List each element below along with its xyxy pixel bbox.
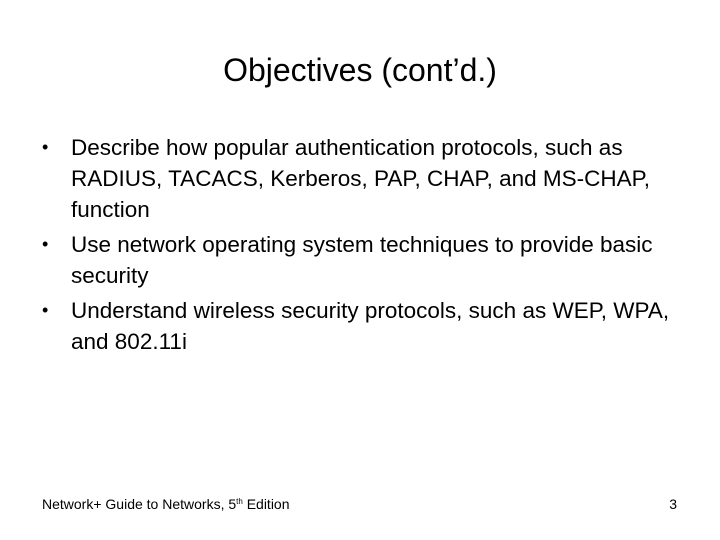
bullet-list [40,132,690,361]
bullet-text: Understand wireless security protocols, such as WEP, WPA, and 802.11i [71,298,670,354]
footer-book-suffix: Edition [242,496,290,512]
bullet-marker: • [42,137,49,157]
footer-book-title [42,494,290,514]
footer-edition-superscript: th [236,497,243,506]
footer-book-prefix: Network+ Guide to Networks, 5 [42,496,237,512]
bullet-marker: • [42,234,49,254]
bullet-text: Describe how popular authentication protocols, such as RADIUS, TACACS, Kerberos, PAP, CHAP, and MS-CHAP, function [71,135,650,222]
page-number: 3 [669,496,677,512]
bullet-marker: • [42,300,49,320]
bullet-item [40,229,690,291]
bullet-item [40,295,690,357]
bullet-item [40,132,690,225]
bullet-text: Use network operating system techniques to provide basic security [71,232,653,288]
slide-title: Objectives (cont’d.) [223,52,497,88]
